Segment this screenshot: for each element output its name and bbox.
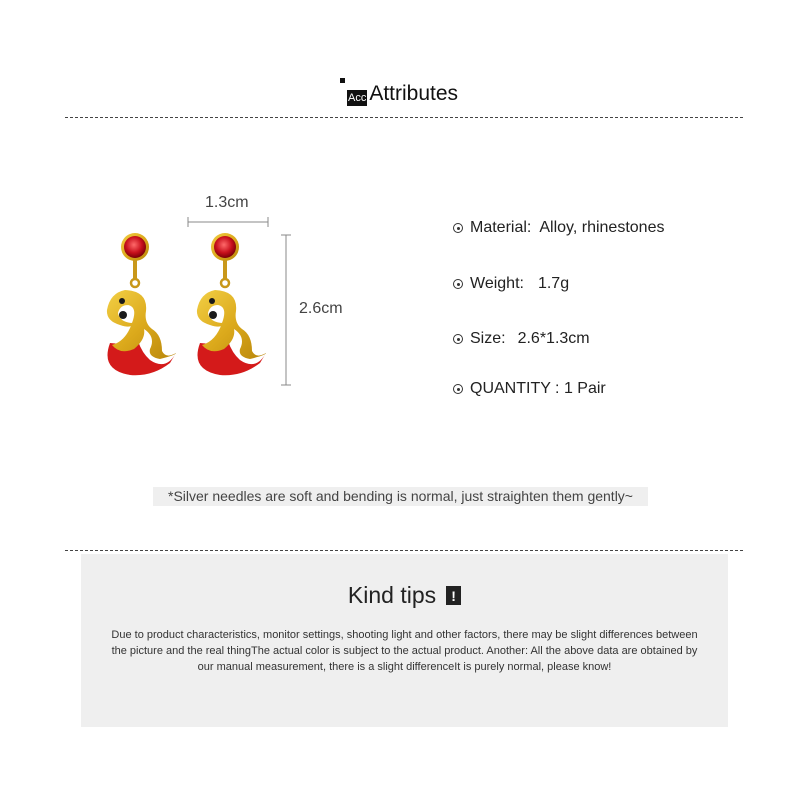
kind-tips-heading: [81, 582, 728, 609]
height-dimension-label: 2.6cm: [299, 300, 343, 317]
attr-material: [453, 219, 664, 237]
earring-left: [107, 233, 176, 375]
header-title: Attributes: [369, 82, 459, 105]
divider-top: [65, 117, 743, 118]
care-note: *Silver needles are soft and bending is normal, just straighten them gently~: [153, 487, 648, 506]
exclamation-icon: !: [446, 586, 461, 605]
kind-tips-title: Kind tips: [347, 582, 437, 608]
width-dimension-label: 1.3cm: [205, 194, 249, 211]
bullet-icon: [453, 334, 463, 344]
header-badge: Acc: [348, 92, 367, 104]
attr-size: [453, 330, 590, 348]
section-header: [340, 78, 458, 106]
attr-quantity: [453, 380, 606, 398]
attr-material-label: Material:: [470, 219, 532, 236]
dimension-lines: [180, 215, 300, 395]
divider-bottom: [65, 550, 743, 551]
attr-size-label: Size:: [470, 330, 506, 347]
bullet-icon: [453, 384, 463, 394]
header-dot-icon: [340, 78, 345, 83]
attr-weight: [453, 275, 569, 293]
attr-weight-label: Weight:: [470, 275, 524, 292]
kind-tips-text: Due to product characteristics, monitor settings, shooting light and other factors, there may be slight differences between the picture and the real thingThe actual color is subject to the actual product. Another: All the above data are obtained by our manual measurement, there is a slight differenceIt is purely normal, please know!: [111, 629, 698, 673]
attr-weight-value: 1.7g: [537, 275, 570, 292]
attr-size-value: 2.6*1.3cm: [517, 330, 590, 347]
kind-tips-panel: [81, 554, 728, 727]
bullet-icon: [453, 223, 463, 233]
attr-quantity-label: QUANTITY : 1 Pair: [470, 380, 606, 397]
bullet-icon: [453, 279, 463, 289]
attr-material-value: Alloy, rhinestones: [539, 219, 665, 236]
